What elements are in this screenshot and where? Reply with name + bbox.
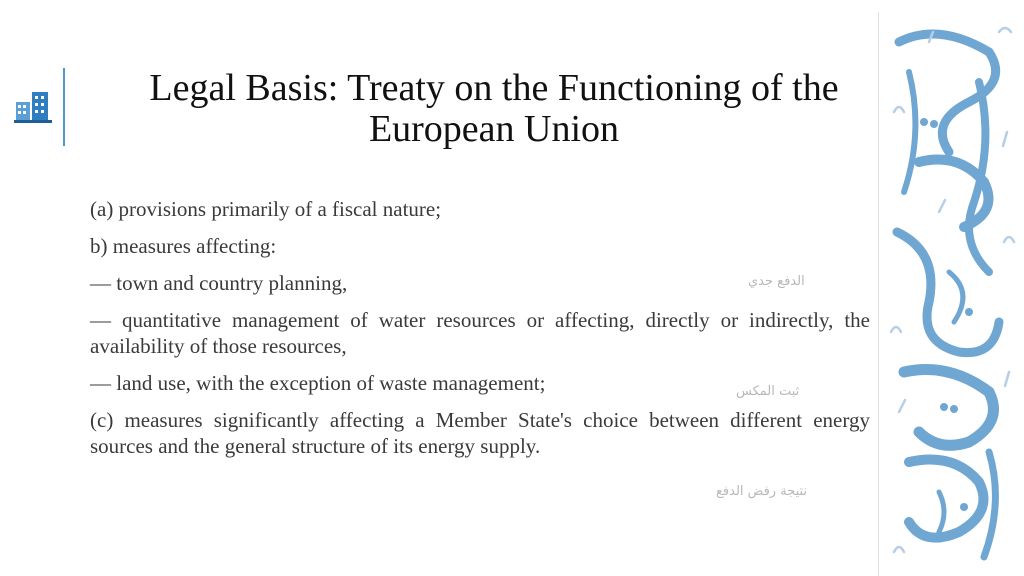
calligraphy-panel	[878, 12, 1024, 576]
paragraph-land-use: — land use, with the exception of waste management;	[90, 371, 546, 395]
paragraph-energy: (c) measures significantly affecting a Member State's choice between different energy sources and the general structure of its energy supply.	[90, 408, 870, 458]
paragraph-fiscal: (a) provisions primarily of a fiscal nature;	[90, 197, 442, 221]
paragraph-planning: — town and country planning,	[90, 271, 348, 295]
watermark-text: الدفع جدي	[748, 274, 805, 289]
building-logo-icon	[14, 88, 54, 124]
title-divider	[63, 68, 65, 146]
watermark-text: نتيجة رفض الدفع	[716, 484, 808, 499]
arabic-calligraphy-art	[879, 12, 1024, 576]
watermark-text: ثبت المكس	[736, 384, 800, 399]
paragraph-water: — quantitative management of water resources or affecting, directly or indirectly, the availability of those resources,	[90, 308, 870, 358]
paragraph-measures: b) measures affecting:	[90, 234, 277, 258]
slide-body	[90, 196, 870, 470]
page-title: Legal Basis: Treaty on the Functioning of the European Union	[149, 67, 839, 150]
